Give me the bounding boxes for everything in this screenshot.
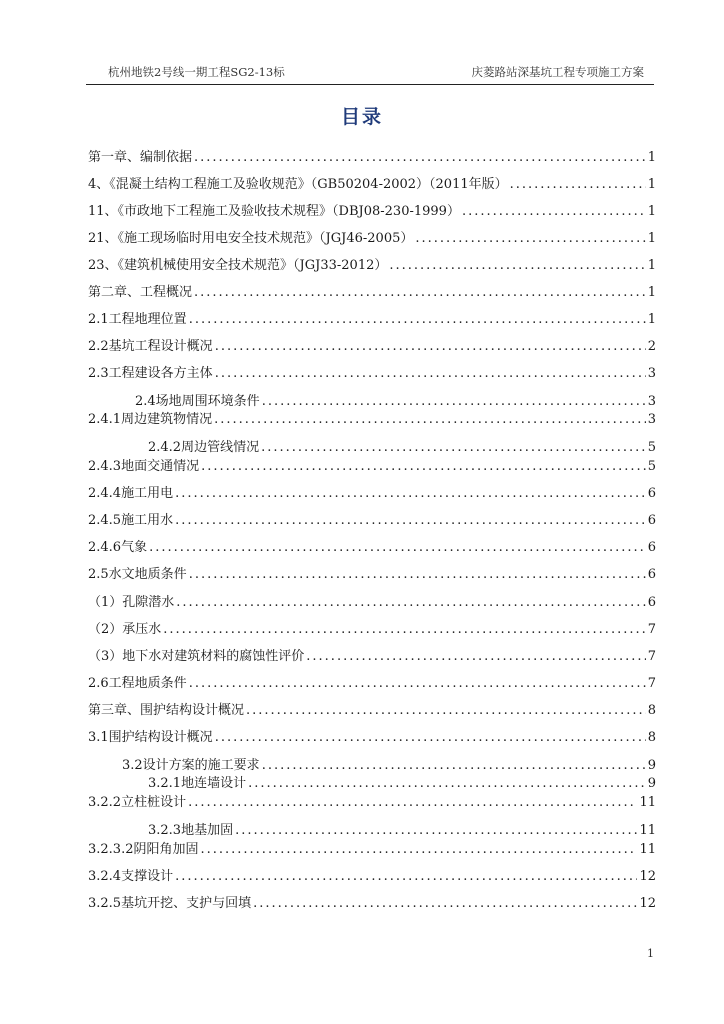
toc-entry-page: 12 — [639, 896, 656, 911]
toc-entry-page: 6 — [647, 595, 656, 610]
toc-entry-page: 7 — [647, 649, 656, 664]
toc-leader — [510, 175, 646, 195]
header-left-text: 杭州地铁2号线一期工程SG2-13标 — [108, 65, 285, 79]
toc-entry[interactable] — [88, 620, 656, 640]
toc-entry-text: 第一章、编制依据 — [88, 150, 193, 165]
toc-entry-text: 3.2.1地连墙设计 — [148, 776, 247, 791]
toc-entry-text: 3.2.4支撑设计 — [88, 869, 174, 884]
toc-entry[interactable] — [88, 565, 656, 585]
toc-entry[interactable] — [88, 894, 656, 914]
toc-leader — [189, 310, 646, 330]
toc-entry-text: 4、《混凝土结构工程施工及验收规范》（GB50204-2002）（2011年版） — [88, 177, 508, 192]
toc-entry[interactable] — [88, 364, 656, 384]
toc-entry-text: 2.3工程建设各方主体 — [88, 366, 213, 381]
toc-entry-text: 21、《施工现场临时用电安全技术规范》（JGJ46-2005） — [88, 231, 414, 246]
toc-entry-page: 2 — [647, 339, 656, 354]
header-right-text: 庆菱路站深基坑工程专项施工方案 — [471, 65, 644, 79]
toc-leader — [215, 364, 646, 384]
toc-entry-page: 3 — [647, 394, 656, 409]
toc-entry-text: 11、《市政地下工程施工及验收技术规程》（DBJ08-230-1999） — [88, 204, 460, 219]
toc-entry-text: 2.2基坑工程设计概况 — [88, 339, 213, 354]
page-title: 目录 — [340, 106, 383, 128]
toc-entry-text: 2.5水文地质条件 — [88, 567, 187, 582]
header-divider — [86, 84, 654, 85]
toc-entry[interactable] — [122, 756, 656, 776]
toc-entry-text: 第二章、工程概况 — [88, 285, 193, 300]
toc-entry-text: 3.2.2立柱桩设计 — [88, 795, 187, 810]
toc-entry-text: 2.4场地周围环境条件 — [135, 394, 260, 409]
toc-entry[interactable] — [135, 392, 656, 412]
toc-leader — [201, 457, 646, 477]
toc-leader — [215, 728, 646, 748]
toc-entry-text: 2.4.2周边管线情况 — [148, 440, 260, 455]
toc-entry-page: 5 — [647, 459, 656, 474]
toc-leader — [246, 701, 646, 721]
toc-entry-text: 2.4.1周边建筑物情况 — [88, 412, 213, 427]
toc-leader — [253, 894, 637, 914]
toc-leader — [462, 202, 646, 222]
toc-leader — [415, 229, 645, 249]
toc-entry-page: 1 — [647, 177, 656, 192]
toc-entry[interactable] — [88, 840, 656, 860]
toc-entry-text: 23、《建筑机械使用安全技术规范》（JGJ33-2012） — [88, 258, 388, 273]
toc-entry-page: 12 — [639, 869, 656, 884]
toc-entry-page: 8 — [647, 703, 656, 718]
toc-entry-page: 1 — [647, 312, 656, 327]
toc-entry[interactable] — [88, 511, 656, 531]
toc-entry-text: （1）孔隙潜水 — [88, 595, 175, 610]
toc-leader — [175, 511, 646, 531]
toc-leader — [163, 620, 645, 640]
toc-leader — [189, 674, 646, 694]
toc-entry[interactable] — [88, 310, 656, 330]
toc-entry-page: 6 — [647, 486, 656, 501]
toc-leader — [261, 438, 646, 458]
toc-entry-page: 8 — [647, 730, 656, 745]
toc-entry-text: 2.4.6气象 — [88, 540, 148, 555]
toc-entry-page: 6 — [647, 567, 656, 582]
toc-leader — [175, 867, 637, 887]
toc-leader — [262, 756, 646, 776]
toc-entry-text: 2.4.4施工用电 — [88, 486, 174, 501]
toc-entry[interactable] — [88, 229, 656, 249]
toc-entry[interactable] — [88, 647, 656, 667]
toc-entry-page: 3 — [647, 366, 656, 381]
toc-entry-page: 3 — [647, 412, 656, 427]
toc-entry[interactable] — [88, 674, 656, 694]
toc-entry-page: 5 — [647, 440, 656, 455]
toc-entry[interactable] — [88, 175, 656, 195]
toc-entry-page: 7 — [647, 622, 656, 637]
toc-entry[interactable] — [148, 821, 656, 841]
toc-entry-page: 11 — [639, 795, 656, 810]
toc-entry[interactable] — [88, 701, 656, 721]
toc-entry-page: 1 — [647, 285, 656, 300]
toc-entry[interactable] — [88, 457, 656, 477]
toc-leader — [235, 821, 637, 841]
toc-entry[interactable] — [88, 538, 656, 558]
toc-leader — [215, 337, 646, 357]
toc-entry[interactable] — [88, 337, 656, 357]
toc-entry-text: 3.2设计方案的施工要求 — [122, 758, 260, 773]
toc-entry[interactable] — [88, 202, 656, 222]
toc-entry-text: （3）地下水对建筑材料的腐蚀性评价 — [88, 649, 305, 664]
toc-entry[interactable] — [88, 728, 656, 748]
toc-entry[interactable] — [88, 867, 656, 887]
toc-entry-text: （2）承压水 — [88, 622, 162, 637]
toc-leader — [389, 256, 645, 276]
toc-entry-page: 1 — [647, 231, 656, 246]
toc-entry-page: 6 — [647, 540, 656, 555]
toc-leader — [189, 565, 646, 585]
toc-entry-text: 3.2.5基坑开挖、支护与回填 — [88, 896, 252, 911]
toc-leader — [200, 840, 637, 860]
toc-entry-page: 1 — [647, 150, 656, 165]
toc-entry[interactable] — [148, 774, 656, 794]
toc-leader — [176, 593, 645, 613]
toc-entry[interactable] — [88, 148, 656, 168]
toc-entry-page: 1 — [647, 258, 656, 273]
toc-entry-text: 3.2.3.2阴阳角加固 — [88, 842, 199, 857]
toc-entry-page: 9 — [647, 776, 656, 791]
toc-entry-text: 2.6工程地质条件 — [88, 676, 187, 691]
toc-entry-page: 1 — [647, 204, 656, 219]
toc-entry[interactable] — [88, 256, 656, 276]
toc-leader — [306, 647, 645, 667]
toc-entry-page: 7 — [647, 676, 656, 691]
toc-leader — [175, 484, 646, 504]
toc-entry-text: 2.4.5施工用水 — [88, 513, 174, 528]
toc-entry[interactable] — [88, 593, 656, 613]
toc-leader — [248, 774, 646, 794]
toc-entry-text: 2.4.3地面交通情况 — [88, 459, 200, 474]
toc-leader — [194, 283, 646, 303]
toc-entry-page: 11 — [639, 823, 656, 838]
toc-leader — [214, 410, 646, 430]
toc-entry[interactable] — [88, 793, 656, 813]
toc-entry[interactable] — [88, 484, 656, 504]
toc-entry-text: 2.1工程地理位置 — [88, 312, 187, 327]
toc-entry-page: 6 — [647, 513, 656, 528]
toc-entry-page: 11 — [639, 842, 656, 857]
toc-entry-text: 第三章、围护结构设计概况 — [88, 703, 245, 718]
toc-leader — [149, 538, 646, 558]
toc-entry-page: 9 — [647, 758, 656, 773]
toc-entry[interactable] — [88, 410, 656, 430]
toc-leader — [188, 793, 637, 813]
toc-leader — [194, 148, 646, 168]
toc-entry[interactable] — [148, 438, 656, 458]
toc-leader — [262, 392, 646, 412]
toc-entry-text: 3.2.3地基加固 — [148, 823, 234, 838]
toc-entry[interactable] — [88, 283, 656, 303]
toc-entry-text: 3.1围护结构设计概况 — [88, 730, 213, 745]
page-number: 1 — [647, 947, 654, 960]
